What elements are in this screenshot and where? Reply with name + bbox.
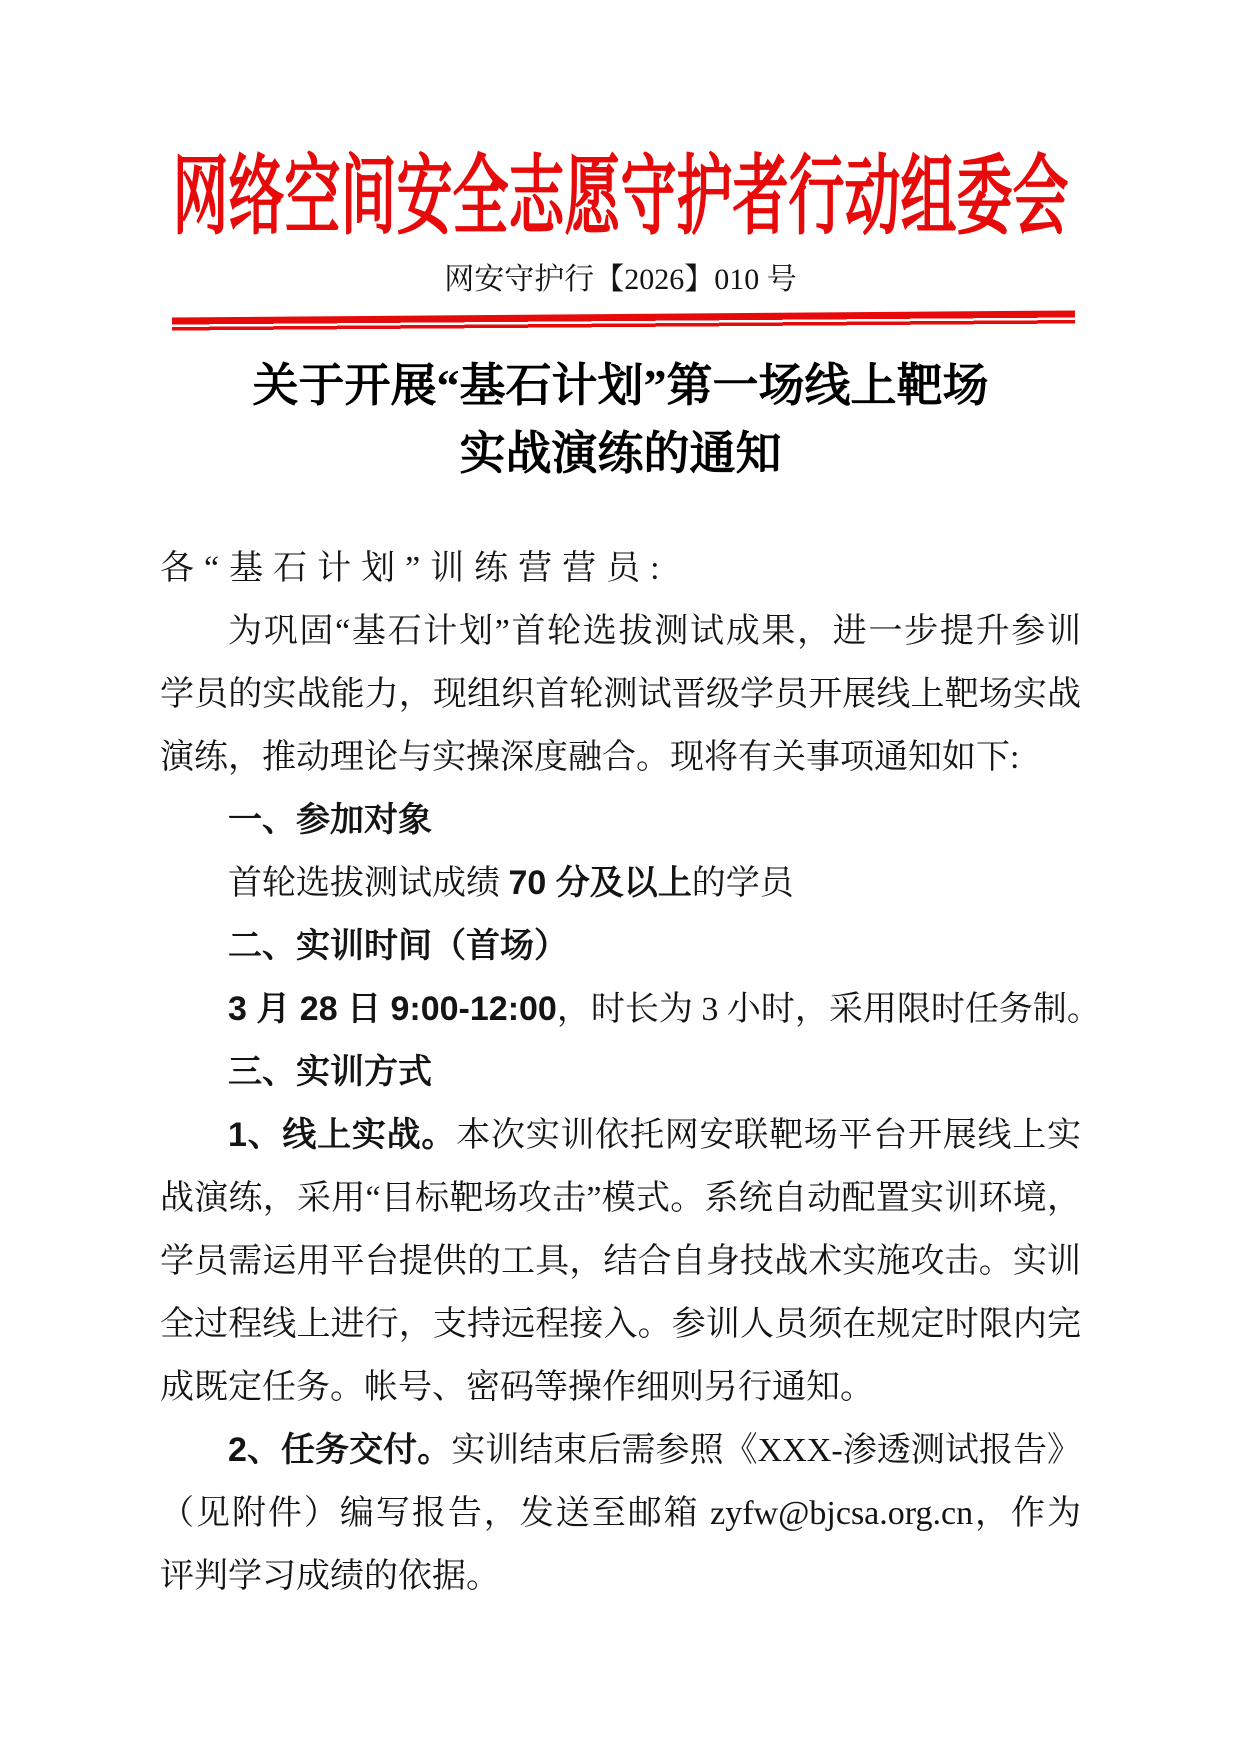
text-run: 战演练，采用“目标靶场攻击”模式。系统自动配置实训环境，: [160, 1180, 1081, 1217]
body-line-14: [160, 1356, 1081, 1419]
bold-text-run: 2、任务交付。: [228, 1431, 452, 1469]
bold-text-run: 1、线上实战。: [228, 1116, 457, 1154]
body-line-7: [160, 915, 1081, 978]
body-line-13: [160, 1293, 1081, 1356]
body-line-11: [160, 1167, 1081, 1230]
text-run: 全过程线上进行，支持远程接入。参训人员须在规定时限内完: [160, 1306, 1081, 1343]
body-line-3: [160, 663, 1081, 726]
document-body: [160, 537, 1101, 1608]
body-line-12: [160, 1230, 1081, 1293]
body-line-10: [160, 1104, 1081, 1167]
text-run: 实训结束后需参照《XXX-渗透测试报告》: [451, 1432, 1081, 1469]
bold-text-run: 三、实训方式: [228, 1053, 432, 1091]
text-run: ，时长为 3 小时，采用限时任务制。: [556, 991, 1101, 1028]
text-run: （见附件）编写报告，发送至邮箱 zyfw@bjcsa.org.cn，作为: [160, 1495, 1081, 1532]
bold-text-run: 二、实训时间（首场）: [228, 927, 568, 965]
body-line-4: [160, 726, 1081, 789]
text-run: 学员的实战能力，现组织首轮测试晋级学员开展线上靶场实战: [160, 676, 1081, 713]
doc-title: [0, 352, 1241, 488]
doc-title-line2: 实战演练的通知: [459, 428, 782, 479]
text-run: 为巩固“基石计划”首轮选拔测试成果，进一步提升参训: [228, 613, 1081, 650]
text-run: 各“基石计划”训练营营员:: [160, 550, 670, 587]
text-run: 学员需运用平台提供的工具，结合自身技战术实施攻击。实训: [160, 1243, 1081, 1280]
bold-text-run: 一、参加对象: [228, 801, 432, 839]
body-line-2: [160, 600, 1081, 663]
body-line-8: [160, 978, 1101, 1041]
text-run: 首轮选拔测试成绩: [228, 865, 509, 902]
body-line-16: [160, 1482, 1081, 1545]
text-run: 的学员: [691, 865, 794, 902]
masthead: [0, 148, 1241, 248]
body-line-1: [160, 537, 1081, 600]
bold-text-run: 3 月 28 日 9:00-12:00: [228, 990, 557, 1028]
body-line-5: [160, 789, 1081, 852]
red-divider-line: [172, 310, 1075, 331]
doc-title-line1: 关于开展“基石计划”第一场线上靶场: [252, 360, 989, 411]
body-line-17: [160, 1545, 1081, 1608]
body-line-6: [160, 852, 1081, 915]
body-line-15: [160, 1419, 1081, 1482]
doc-number: 网安守护行【2026】010 号: [444, 263, 797, 296]
text-run: 本次实训依托网安联靶场平台开展线上实: [456, 1117, 1081, 1154]
text-run: 演练，推动理论与实操深度融合。现将有关事项通知如下:: [160, 739, 1020, 776]
text-run: 成既定任务。帐号、密码等操作细则另行通知。: [160, 1369, 874, 1406]
bold-text-run: 70 分及以上: [508, 864, 692, 902]
org-title: 网络空间安全志愿守护者行动组委会: [172, 149, 1069, 247]
text-run: 评判学习成绩的依据。: [160, 1558, 500, 1595]
body-line-9: [160, 1041, 1081, 1104]
